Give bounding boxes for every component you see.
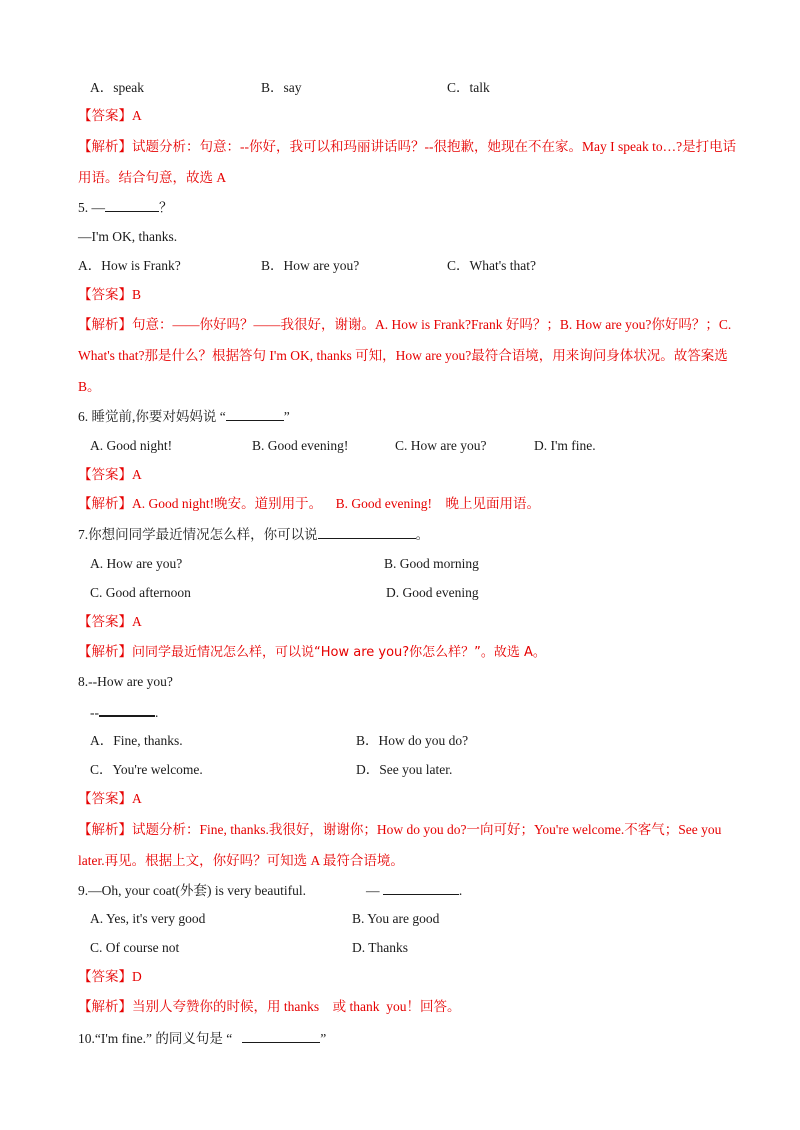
q9-option-a: A. Yes, it's very good bbox=[90, 911, 206, 926]
analysis-label: 【解析】 bbox=[78, 139, 132, 154]
stem-prefix: 10.“I'm fine.” 的同义句是 “ bbox=[78, 1031, 233, 1046]
answer-blank bbox=[383, 880, 459, 895]
reply-prefix: -- bbox=[90, 705, 99, 720]
q9-option-c: C. Of course not bbox=[90, 940, 180, 955]
q8-reply bbox=[90, 701, 158, 723]
q4-option-a: A．speak bbox=[90, 80, 144, 95]
analysis-text: 句意：——你好吗？——我很好，谢谢。A. How is Frank?Frank 好吗？；B. How are you?你好吗？；C. What's that?那是什么？根据答句 I'm OK, thanks 可知，How are you?最符合语境，用来询问身体状况。故答案选 B。 bbox=[78, 317, 732, 394]
q5-option-b: B．How are you? bbox=[261, 258, 360, 273]
q8-option-b: B．How do you do? bbox=[356, 733, 469, 748]
reply-suffix: . bbox=[458, 883, 463, 898]
q6-option-c: C. How are you? bbox=[395, 438, 487, 453]
q8-option-a: A．Fine, thanks. bbox=[90, 733, 183, 748]
q10-stem bbox=[78, 1028, 740, 1049]
analysis-text: 当别人夸赞你的时候，用 thanks 或 thank you！回答。 bbox=[132, 999, 461, 1014]
q5-stem bbox=[78, 197, 740, 218]
analysis-text: 试题分析：Fine, thanks.我很好，谢谢你；How do you do?一向可好；You're welcome.不客气；See you later.再见。根据上文，你好吗？可知选 A 最符合语境。 bbox=[78, 822, 722, 868]
q7-option-d: D. Good evening bbox=[386, 585, 479, 600]
q4-analysis bbox=[78, 131, 740, 193]
q8-option-c: C．You're welcome. bbox=[90, 762, 203, 777]
q5-analysis bbox=[78, 309, 740, 402]
stem-suffix: 。 bbox=[415, 527, 430, 542]
q4-answer: 【答案】A bbox=[78, 108, 142, 123]
q7-option-c: C. Good afternoon bbox=[90, 585, 191, 600]
q9-answer: 【答案】D bbox=[78, 969, 142, 984]
q8-stem: 8.--How are you? bbox=[78, 674, 173, 689]
answer-blank bbox=[99, 701, 155, 717]
q9-option-d: D. Thanks bbox=[352, 940, 408, 955]
q7-answer: 【答案】A bbox=[78, 614, 142, 629]
q5-option-c: C．What's that? bbox=[447, 258, 537, 273]
q7-analysis bbox=[78, 642, 740, 663]
q5-reply: —I'm OK, thanks. bbox=[78, 229, 178, 244]
answer-blank bbox=[226, 406, 284, 421]
stem-prefix: 7.你想问同学最近情况怎么样，你可以说 bbox=[78, 527, 318, 542]
q9-stem bbox=[78, 880, 740, 901]
q6-stem bbox=[78, 406, 740, 427]
q6-option-d: D. I'm fine. bbox=[534, 438, 596, 453]
q5-option-a: A．How is Frank? bbox=[78, 258, 181, 273]
q4-option-b: B．say bbox=[261, 80, 302, 95]
q8-option-d: D．See you later. bbox=[356, 762, 453, 777]
q8-answer: 【答案】A bbox=[78, 791, 142, 806]
reply-prefix: — bbox=[365, 883, 383, 898]
q7-stem bbox=[78, 524, 740, 545]
answer-blank bbox=[318, 524, 416, 539]
analysis-text: 试题分析：句意：--你好，我可以和玛丽讲话吗？--很抱歉，她现在不在家。May I speak to…?是打电话用语。结合句意，故选 A bbox=[78, 139, 737, 185]
reply-suffix: . bbox=[155, 705, 159, 720]
q6-option-a: A. Good night! bbox=[90, 438, 173, 453]
q6-analysis bbox=[78, 494, 740, 514]
q7-option-b: B. Good morning bbox=[384, 556, 479, 571]
q6-answer: 【答案】A bbox=[78, 467, 142, 482]
answer-blank bbox=[242, 1028, 320, 1043]
analysis-text: 问同学最近情况怎么样，可以说“How are you?你怎么样？”。故选 A。 bbox=[132, 645, 546, 660]
stem-suffix: ” bbox=[283, 409, 290, 424]
q7-option-a: A. How are you? bbox=[90, 556, 183, 571]
stem-suffix: ？ bbox=[159, 200, 173, 215]
q6-option-b: B. Good evening! bbox=[252, 438, 349, 453]
stem-text: 9.—Oh, your coat(外套) is very beautiful. bbox=[78, 883, 306, 898]
analysis-label: 【解析】 bbox=[78, 644, 132, 659]
stem-prefix: 5. — bbox=[78, 200, 105, 215]
q4-option-c: C．talk bbox=[447, 80, 490, 95]
q5-answer: 【答案】B bbox=[78, 287, 142, 302]
stem-suffix: ” bbox=[320, 1031, 327, 1046]
q8-analysis bbox=[78, 814, 740, 876]
q9-option-b: B. You are good bbox=[352, 911, 440, 926]
analysis-label: 【解析】 bbox=[78, 999, 132, 1014]
stem-prefix: 6. 睡觉前,你要对妈妈说 “ bbox=[78, 409, 226, 424]
analysis-label: 【解析】 bbox=[78, 822, 132, 837]
q9-analysis bbox=[78, 997, 740, 1017]
analysis-text: A. Good night!晚安。道别用于。 B. Good evening! 晚上见面用语。 bbox=[132, 496, 540, 511]
analysis-label: 【解析】 bbox=[78, 496, 132, 511]
answer-blank bbox=[105, 197, 159, 212]
analysis-label: 【解析】 bbox=[78, 317, 132, 332]
